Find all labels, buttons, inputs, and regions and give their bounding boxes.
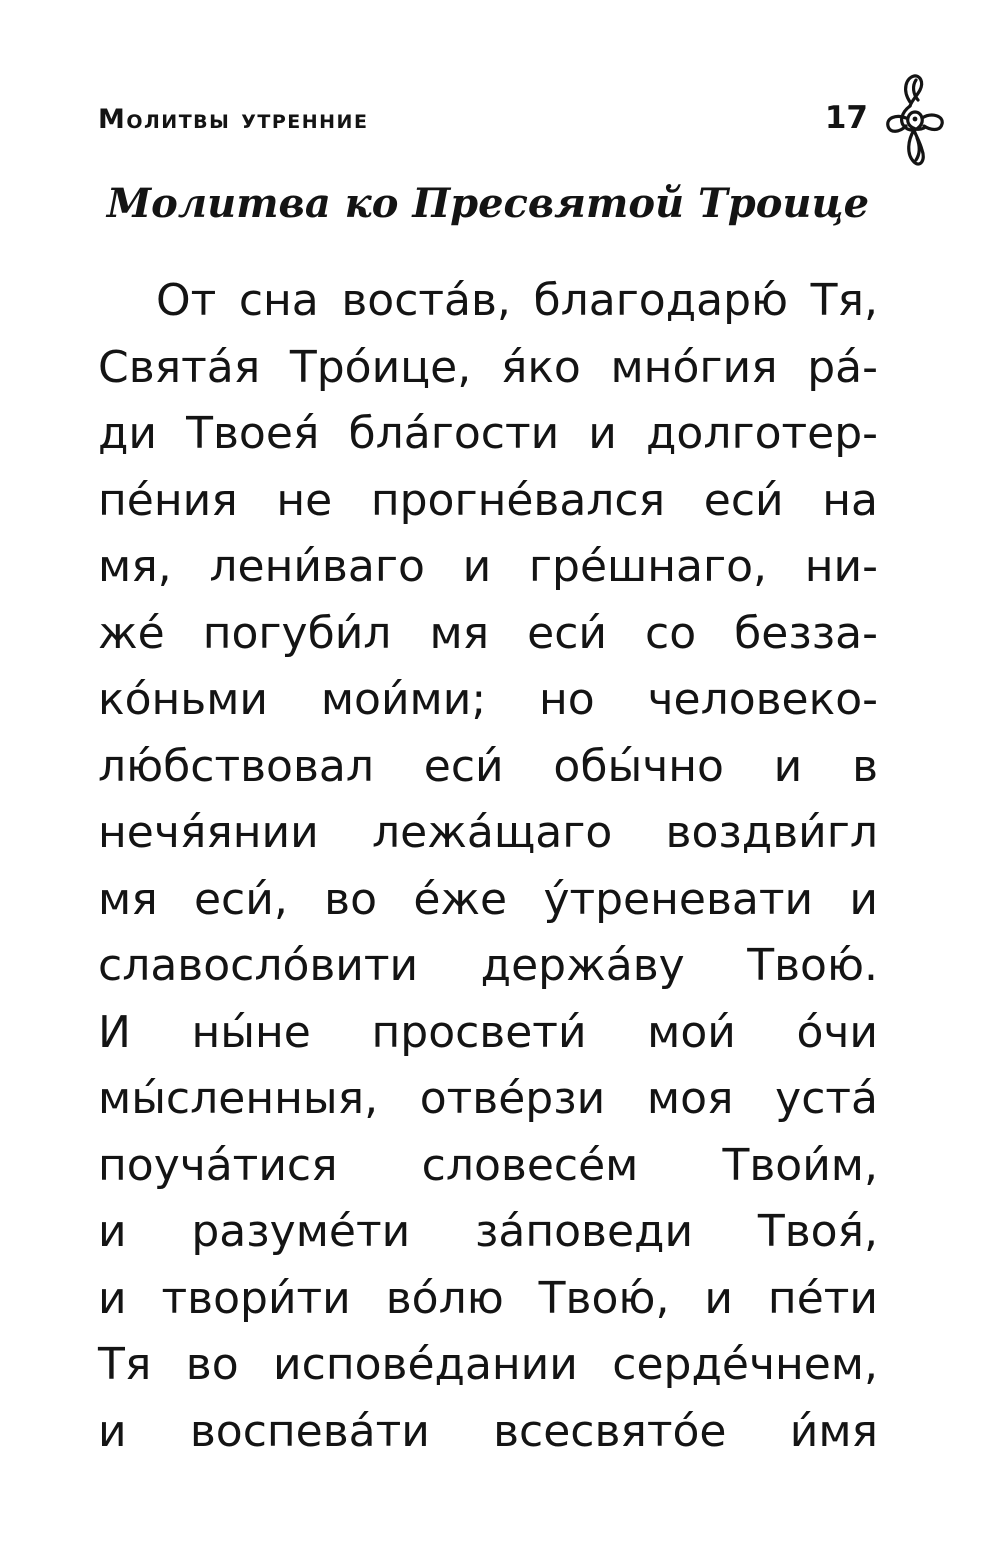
text-line: Тя во испове́дании серде́чнем, (98, 1339, 878, 1390)
text-line: Свята́я Тро́ице, я́ко мно́гия ра́- (98, 341, 878, 393)
text-line: же́ погуби́л мя еси́ со безза- (98, 607, 878, 659)
text-line: и разуме́ти за́поведи Твоя́, (98, 1206, 878, 1257)
text-line: и воспева́ти всесвято́е и́мя (98, 1405, 878, 1457)
text-line: мя, лени́ваго и гре́шнаго, ни- (98, 541, 878, 592)
text-line: ко́ньми мои́ми; но человеко- (98, 674, 878, 725)
text-line: пе́ния не прогне́вался еси́ на (98, 474, 878, 526)
page-number: 17 (824, 100, 868, 136)
text-line: И ны́не просвети́ мои́ о́чи (98, 1006, 878, 1058)
text-line: мы́сленныя, отве́рзи моя уста́ (98, 1073, 878, 1124)
text-line: лю́бствовал еси́ обы́чно и в (98, 740, 878, 792)
text-line: От сна воста́в, благодарю́ Тя, (156, 275, 878, 326)
prayer-title: Молитва ко Пресвятой Троице (106, 180, 870, 227)
running-head (98, 100, 878, 150)
section-title: Молитвы утренние (98, 104, 369, 135)
text-line: и твори́ти во́лю Твою́, и пе́ти (98, 1272, 878, 1324)
celtic-knot-ornament-icon (880, 72, 952, 172)
text-line: поуча́тися словесе́м Твои́м, (98, 1139, 878, 1191)
text-line: ди Твоея́ бла́гости и долготер- (98, 408, 878, 459)
prayer-body (98, 268, 878, 1465)
text-line: славосло́вити держа́ву Твою́. (98, 940, 878, 991)
text-line: мя еси́, во е́же у́треневати и (98, 873, 878, 925)
text-line: нечя́янии лежа́щаго воздви́гл (98, 807, 878, 858)
